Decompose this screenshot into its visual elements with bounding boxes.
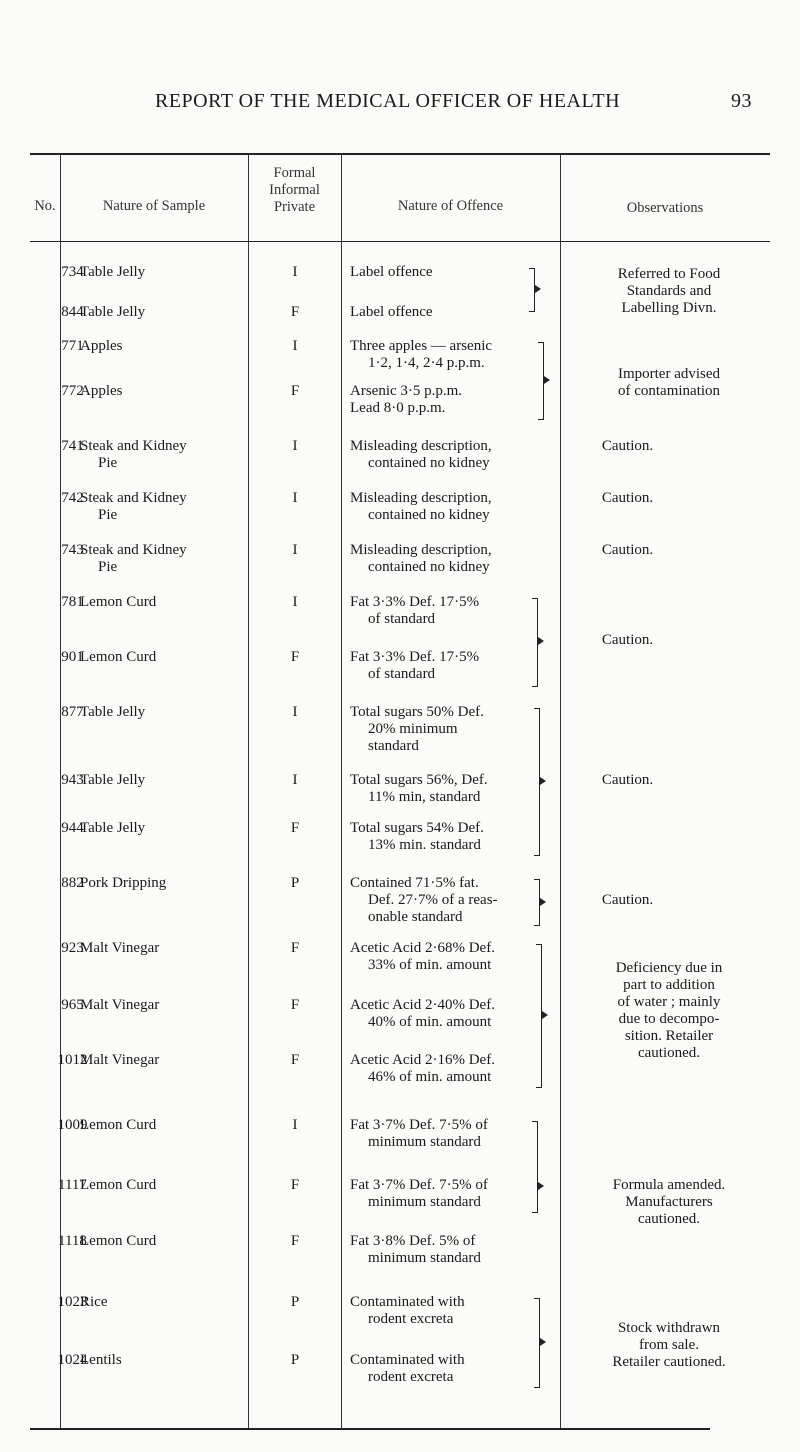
observation-line: Referred to Food xyxy=(617,266,721,282)
col-header-observations: Observations xyxy=(626,200,704,216)
observation-line: of water ; mainly xyxy=(617,994,721,1010)
sample-number: 1024 xyxy=(57,1352,88,1368)
observation-line: Caution. xyxy=(601,772,654,788)
sample-number: 901 xyxy=(61,649,84,665)
sample-number: 844 xyxy=(61,304,84,320)
offence-text: Contained 71·5% fat. xyxy=(350,875,479,891)
sample-number: 923 xyxy=(61,940,84,956)
offence-text: Total sugars 54% Def. xyxy=(350,820,484,836)
observation-line: from sale. xyxy=(639,1337,699,1353)
sample-number: 944 xyxy=(61,820,84,836)
offence-text: Fat 3·8% Def. 5% of xyxy=(350,1233,476,1249)
sample-type: F xyxy=(290,304,300,320)
offence-text: Acetic Acid 2·16% Def. xyxy=(350,1052,495,1068)
observation-line: cautioned. xyxy=(637,1211,701,1227)
column-divider xyxy=(560,153,561,1428)
sample-name: Pie xyxy=(98,455,118,471)
sample-name: Steak and Kidney xyxy=(80,490,187,506)
sample-number: 781 xyxy=(61,594,84,610)
sample-name: Apples xyxy=(80,338,123,354)
offence-text: Three apples — arsenic xyxy=(350,338,493,354)
observation-line: Caution. xyxy=(601,490,654,506)
sample-name: Steak and Kidney xyxy=(80,438,187,454)
header-rule xyxy=(30,241,770,242)
offence-text: Def. 27·7% of a reas- xyxy=(368,892,498,908)
sample-number: 1023 xyxy=(57,1294,88,1310)
observation-line: Caution. xyxy=(601,892,654,908)
offence-text: Misleading description, xyxy=(350,542,492,558)
col-header-type xyxy=(248,165,341,216)
observation-line: of contamination xyxy=(617,383,721,399)
sample-name: Lemon Curd xyxy=(80,1117,157,1133)
table-top-rule xyxy=(30,153,770,155)
offence-text: 11% min, standard xyxy=(368,789,481,805)
sample-type: F xyxy=(290,383,300,399)
offence-text: contained no kidney xyxy=(368,507,490,523)
offence-text: Fat 3·7% Def. 7·5% of xyxy=(350,1117,488,1133)
observation-line: Caution. xyxy=(601,542,654,558)
observation-line: Caution. xyxy=(601,438,654,454)
offence-text: minimum standard xyxy=(368,1134,481,1150)
sample-type: I xyxy=(292,542,298,558)
sample-type: I xyxy=(292,704,298,720)
observation-line: Manufacturers xyxy=(625,1194,713,1210)
observation-note xyxy=(570,490,685,507)
observation-line: Retailer cautioned. xyxy=(612,1354,726,1370)
sample-type: F xyxy=(290,997,300,1013)
observation-line: Standards and xyxy=(626,283,712,299)
sample-name: Rice xyxy=(80,1294,108,1310)
page-number: 93 xyxy=(731,90,752,112)
sample-name: Malt Vinegar xyxy=(80,1052,160,1068)
sample-name: Steak and Kidney xyxy=(80,542,187,558)
col-header-informal: Informal xyxy=(269,182,320,198)
observation-note xyxy=(561,960,777,1062)
sample-type: F xyxy=(290,1177,300,1193)
offence-text: 1·2, 1·4, 2·4 p.p.m. xyxy=(368,355,485,371)
sample-name: Table Jelly xyxy=(80,304,146,320)
offence-text: Label offence xyxy=(350,264,433,280)
sample-number: 772 xyxy=(61,383,84,399)
sample-name: Table Jelly xyxy=(80,772,146,788)
offence-text: Lead 8·0 p.p.m. xyxy=(350,400,446,416)
offence-text: of standard xyxy=(368,666,436,682)
observation-note xyxy=(570,772,685,789)
sample-name: Table Jelly xyxy=(80,264,146,280)
sample-type: F xyxy=(290,649,300,665)
offence-text: Misleading description, xyxy=(350,490,492,506)
sample-number: 877 xyxy=(61,704,84,720)
sample-type: I xyxy=(292,490,298,506)
col-header-formal: Formal xyxy=(273,165,316,181)
sample-number: 741 xyxy=(61,438,84,454)
offence-text: Contaminated with xyxy=(350,1294,465,1310)
offence-text: minimum standard xyxy=(368,1250,481,1266)
offence-text: contained no kidney xyxy=(368,455,490,471)
offence-text: minimum standard xyxy=(368,1194,481,1210)
sample-name: Lemon Curd xyxy=(80,1233,157,1249)
sample-type: P xyxy=(290,875,300,891)
sample-number: 771 xyxy=(61,338,84,354)
observation-line: Formula amended. xyxy=(612,1177,726,1193)
sample-name: Malt Vinegar xyxy=(80,997,160,1013)
offence-text: 46% of min. amount xyxy=(368,1069,492,1085)
col-header-sample: Nature of Sample xyxy=(102,198,206,214)
offence-text: Arsenic 3·5 p.p.m. xyxy=(350,383,463,399)
offence-text: Misleading description, xyxy=(350,438,492,454)
sample-number: 743 xyxy=(61,542,84,558)
offence-text: Fat 3·3% Def. 17·5% xyxy=(350,594,480,610)
observation-note xyxy=(561,266,777,317)
observation-note xyxy=(570,542,685,559)
sample-number: 1012 xyxy=(57,1052,88,1068)
sample-number: 882 xyxy=(61,875,84,891)
observation-note xyxy=(570,632,685,649)
offence-text: Acetic Acid 2·40% Def. xyxy=(350,997,495,1013)
offence-text: contained no kidney xyxy=(368,559,490,575)
observation-note xyxy=(561,1320,777,1371)
offence-text: Fat 3·3% Def. 17·5% xyxy=(350,649,480,665)
observation-line: due to decompo- xyxy=(618,1011,720,1027)
sample-number: 742 xyxy=(61,490,84,506)
sample-type: P xyxy=(290,1294,300,1310)
offence-text: 20% minimum xyxy=(368,721,458,737)
sample-name: Lemon Curd xyxy=(80,594,157,610)
sample-number: 734 xyxy=(61,264,84,280)
sample-name: Pie xyxy=(98,507,118,523)
col-header-offence: Nature of Offence xyxy=(397,198,504,214)
observation-note xyxy=(570,892,685,909)
sample-name: Lentils xyxy=(80,1352,122,1368)
observation-line: Labelling Divn. xyxy=(621,300,717,316)
col-header-no: No. xyxy=(34,198,56,214)
sample-type: I xyxy=(292,772,298,788)
offence-text: Acetic Acid 2·68% Def. xyxy=(350,940,495,956)
observation-line: sition. Retailer xyxy=(624,1028,714,1044)
observation-line: cautioned. xyxy=(637,1045,701,1061)
sample-type: F xyxy=(290,1233,300,1249)
offence-text: 40% of min. amount xyxy=(368,1014,492,1030)
offence-text: Total sugars 56%, Def. xyxy=(350,772,488,788)
observation-note xyxy=(570,438,685,455)
observation-note xyxy=(561,1177,777,1228)
offence-text: Fat 3·7% Def. 7·5% of xyxy=(350,1177,488,1193)
observation-line: Deficiency due in xyxy=(615,960,723,976)
sample-name: Lemon Curd xyxy=(80,649,157,665)
observation-line: part to addition xyxy=(623,977,715,993)
offence-text: 13% min. standard xyxy=(368,837,481,853)
observation-note xyxy=(561,366,777,400)
sample-type: I xyxy=(292,438,298,454)
sample-type: P xyxy=(290,1352,300,1368)
observation-line: Stock withdrawn xyxy=(617,1320,721,1336)
sample-name: Table Jelly xyxy=(80,704,146,720)
col-header-private: Private xyxy=(273,199,316,215)
offence-text: Total sugars 50% Def. xyxy=(350,704,484,720)
offence-text: 33% of min. amount xyxy=(368,957,492,973)
sample-name: Lemon Curd xyxy=(80,1177,157,1193)
sample-name: Malt Vinegar xyxy=(80,940,160,956)
sample-type: F xyxy=(290,940,300,956)
offence-text: onable standard xyxy=(368,909,463,925)
sample-type: F xyxy=(290,1052,300,1068)
sample-name: Apples xyxy=(80,383,123,399)
table-bottom-rule xyxy=(30,1428,710,1430)
page-title: REPORT OF THE MEDICAL OFFICER OF HEALTH xyxy=(155,90,621,112)
sample-type: I xyxy=(292,1117,298,1133)
offence-text: rodent excreta xyxy=(368,1369,454,1385)
offence-text: Contaminated with xyxy=(350,1352,465,1368)
offence-text: standard xyxy=(368,738,419,754)
sample-number: 943 xyxy=(61,772,84,788)
sample-number: 965 xyxy=(61,997,84,1013)
sample-number: 1009 xyxy=(57,1117,88,1133)
sample-number: 1118 xyxy=(58,1233,87,1249)
sample-name: Table Jelly xyxy=(80,820,146,836)
sample-type: I xyxy=(292,264,298,280)
sample-type: I xyxy=(292,594,298,610)
sample-type: I xyxy=(292,338,298,354)
sample-type: F xyxy=(290,820,300,836)
column-divider xyxy=(341,153,342,1428)
observation-line: Importer advised xyxy=(617,366,721,382)
observation-line: Caution. xyxy=(601,632,654,648)
sample-name: Pork Dripping xyxy=(80,875,167,891)
offence-text: rodent excreta xyxy=(368,1311,454,1327)
sample-name: Pie xyxy=(98,559,118,575)
column-divider xyxy=(248,153,249,1428)
offence-text: of standard xyxy=(368,611,436,627)
offence-text: Label offence xyxy=(350,304,433,320)
sample-number: 1117 xyxy=(58,1177,87,1193)
